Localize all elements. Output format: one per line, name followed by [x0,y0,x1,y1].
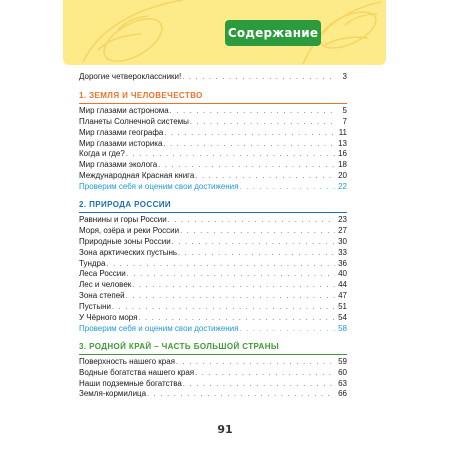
toc-entry-page: 33 [338,247,347,257]
toc-entry[interactable] [79,106,347,117]
toc-entry-page: 66 [338,389,347,399]
toc-entry[interactable] [79,302,347,313]
dot-leader [126,292,335,303]
dot-leader [132,281,335,292]
toc-entry-page: 59 [338,356,347,366]
dot-leader [190,118,335,129]
toc-entry-intro[interactable] [79,72,347,83]
contents-title: Содержание [227,26,319,40]
dot-leader [195,369,335,380]
toc-entry-title: Тундра [79,258,106,268]
toc-entry-page: 58 [338,323,347,333]
dot-leader [239,183,335,194]
toc-entry-title: Лес и человек [79,280,132,290]
dot-leader [172,238,335,249]
toc-entry-page: 36 [338,258,347,268]
toc-entry-title: Планеты Солнечной системы [79,116,189,126]
toc-entry-page: 23 [338,215,347,225]
toc-entry[interactable] [79,291,347,302]
toc-entry-title: Зона арктических пустынь [79,247,178,257]
toc-entry[interactable] [79,128,347,139]
dot-leader [163,140,335,151]
dot-leader [178,249,335,260]
toc-entry-title: Поверхность нашего края [79,356,175,366]
toc-entry-page: 51 [338,302,347,312]
dot-leader [239,325,335,336]
toc-entry[interactable] [79,269,347,280]
toc-entry-title: Дорогие четвероклассники! [79,72,182,81]
toc-entry[interactable] [79,280,347,291]
toc-entry-title: Наши подземные богатства [79,378,182,388]
section-divider [79,212,347,213]
dot-leader [164,129,335,140]
toc-entry-title: Природные зоны России [79,236,171,246]
toc-entry[interactable] [79,313,347,324]
section-3-entries [79,357,347,401]
toc-entry-title: Проверим себя и оценим свои достижения [79,182,239,192]
toc-entry-page: 40 [338,269,347,279]
dot-leader [112,303,335,314]
dot-leader [176,358,335,369]
toc-entry-page: 27 [338,225,347,235]
page-number: 91 [217,423,233,436]
toc-entry-title: У Чёрного моря [79,313,138,323]
section-heading-2: 2. ПРИРОДА РОССИИ [79,200,172,210]
toc-entry-title: Леса России [79,269,126,279]
toc-entry[interactable] [79,379,347,390]
section-divider [79,103,347,104]
toc-entry-page: 3 [342,72,347,81]
toc-entry-page: 60 [338,367,347,377]
dot-leader [183,380,335,391]
dot-leader [147,390,335,401]
toc-entry-title: Мир глазами географа [79,127,164,137]
toc-entry-review-link[interactable] [79,324,347,335]
toc-entry-page: 7 [342,116,347,126]
toc-entry-page: 18 [338,160,347,170]
toc-entry-title: Пустыни [79,302,111,312]
toc-entry-title: Моря, озёра и реки России [79,225,180,235]
toc-entry-title: Равнины и горы России [79,215,167,225]
toc-entry-title: Мир глазами историка [79,138,163,148]
toc-entry-page: 47 [338,291,347,301]
toc-entry-page: 54 [338,313,347,323]
toc-entry-page: 63 [338,378,347,388]
section-heading-3: 3. РОДНОЙ КРАЙ – ЧАСТЬ БОЛЬШОЙ СТРАНЫ [79,341,280,351]
table-of-contents [79,72,347,400]
dot-leader [170,107,335,118]
section-1-entries [79,106,347,193]
toc-entry[interactable] [79,368,347,379]
toc-entry[interactable] [79,248,347,259]
toc-entry[interactable] [79,171,347,182]
toc-entry[interactable] [79,149,347,160]
toc-entry-page: 30 [338,236,347,246]
toc-entry-page: 11 [338,127,347,137]
toc-entry[interactable] [79,139,347,150]
toc-entry-title: Мир глазами эколога [79,160,158,170]
contents-title-badge [225,20,321,46]
toc-entry-page: 44 [338,280,347,290]
toc-entry-title: Водные богатства нашего края [79,367,195,377]
toc-entry[interactable] [79,237,347,248]
toc-entry-review-link[interactable] [79,182,347,193]
toc-entry-title: Мир глазами астронома [79,105,169,115]
dot-leader [168,216,335,227]
dot-leader [182,73,335,84]
toc-entry-title: Зона степей [79,291,125,301]
toc-entry[interactable] [79,259,347,270]
contents-header-banner [63,0,386,65]
section-heading-1: 1. ЗЕМЛЯ И ЧЕЛОВЕЧЕСТВО [79,90,203,100]
section-2-entries [79,215,347,335]
section-divider [79,354,347,355]
toc-entry[interactable] [79,226,347,237]
toc-entry-page: 5 [342,105,347,115]
toc-entry-title: Международная Красная книга [79,171,195,181]
toc-entry[interactable] [79,160,347,171]
toc-entry-page: 22 [338,182,347,192]
dot-leader [180,227,335,238]
toc-entry-title: Когда и где? [79,149,125,159]
dot-leader [106,260,335,271]
toc-entry[interactable] [79,389,347,400]
toc-entry-title: Проверим себя и оценим свои достижения [79,323,239,333]
dot-leader [127,270,335,281]
toc-entry[interactable] [79,215,347,226]
toc-entry-page: 16 [338,149,347,159]
toc-entry-title: Земля-кормилица [79,389,147,399]
toc-entry[interactable] [79,357,347,368]
toc-entry-page: 20 [338,171,347,181]
toc-entry[interactable] [79,117,347,128]
toc-entry-page: 13 [338,138,347,148]
